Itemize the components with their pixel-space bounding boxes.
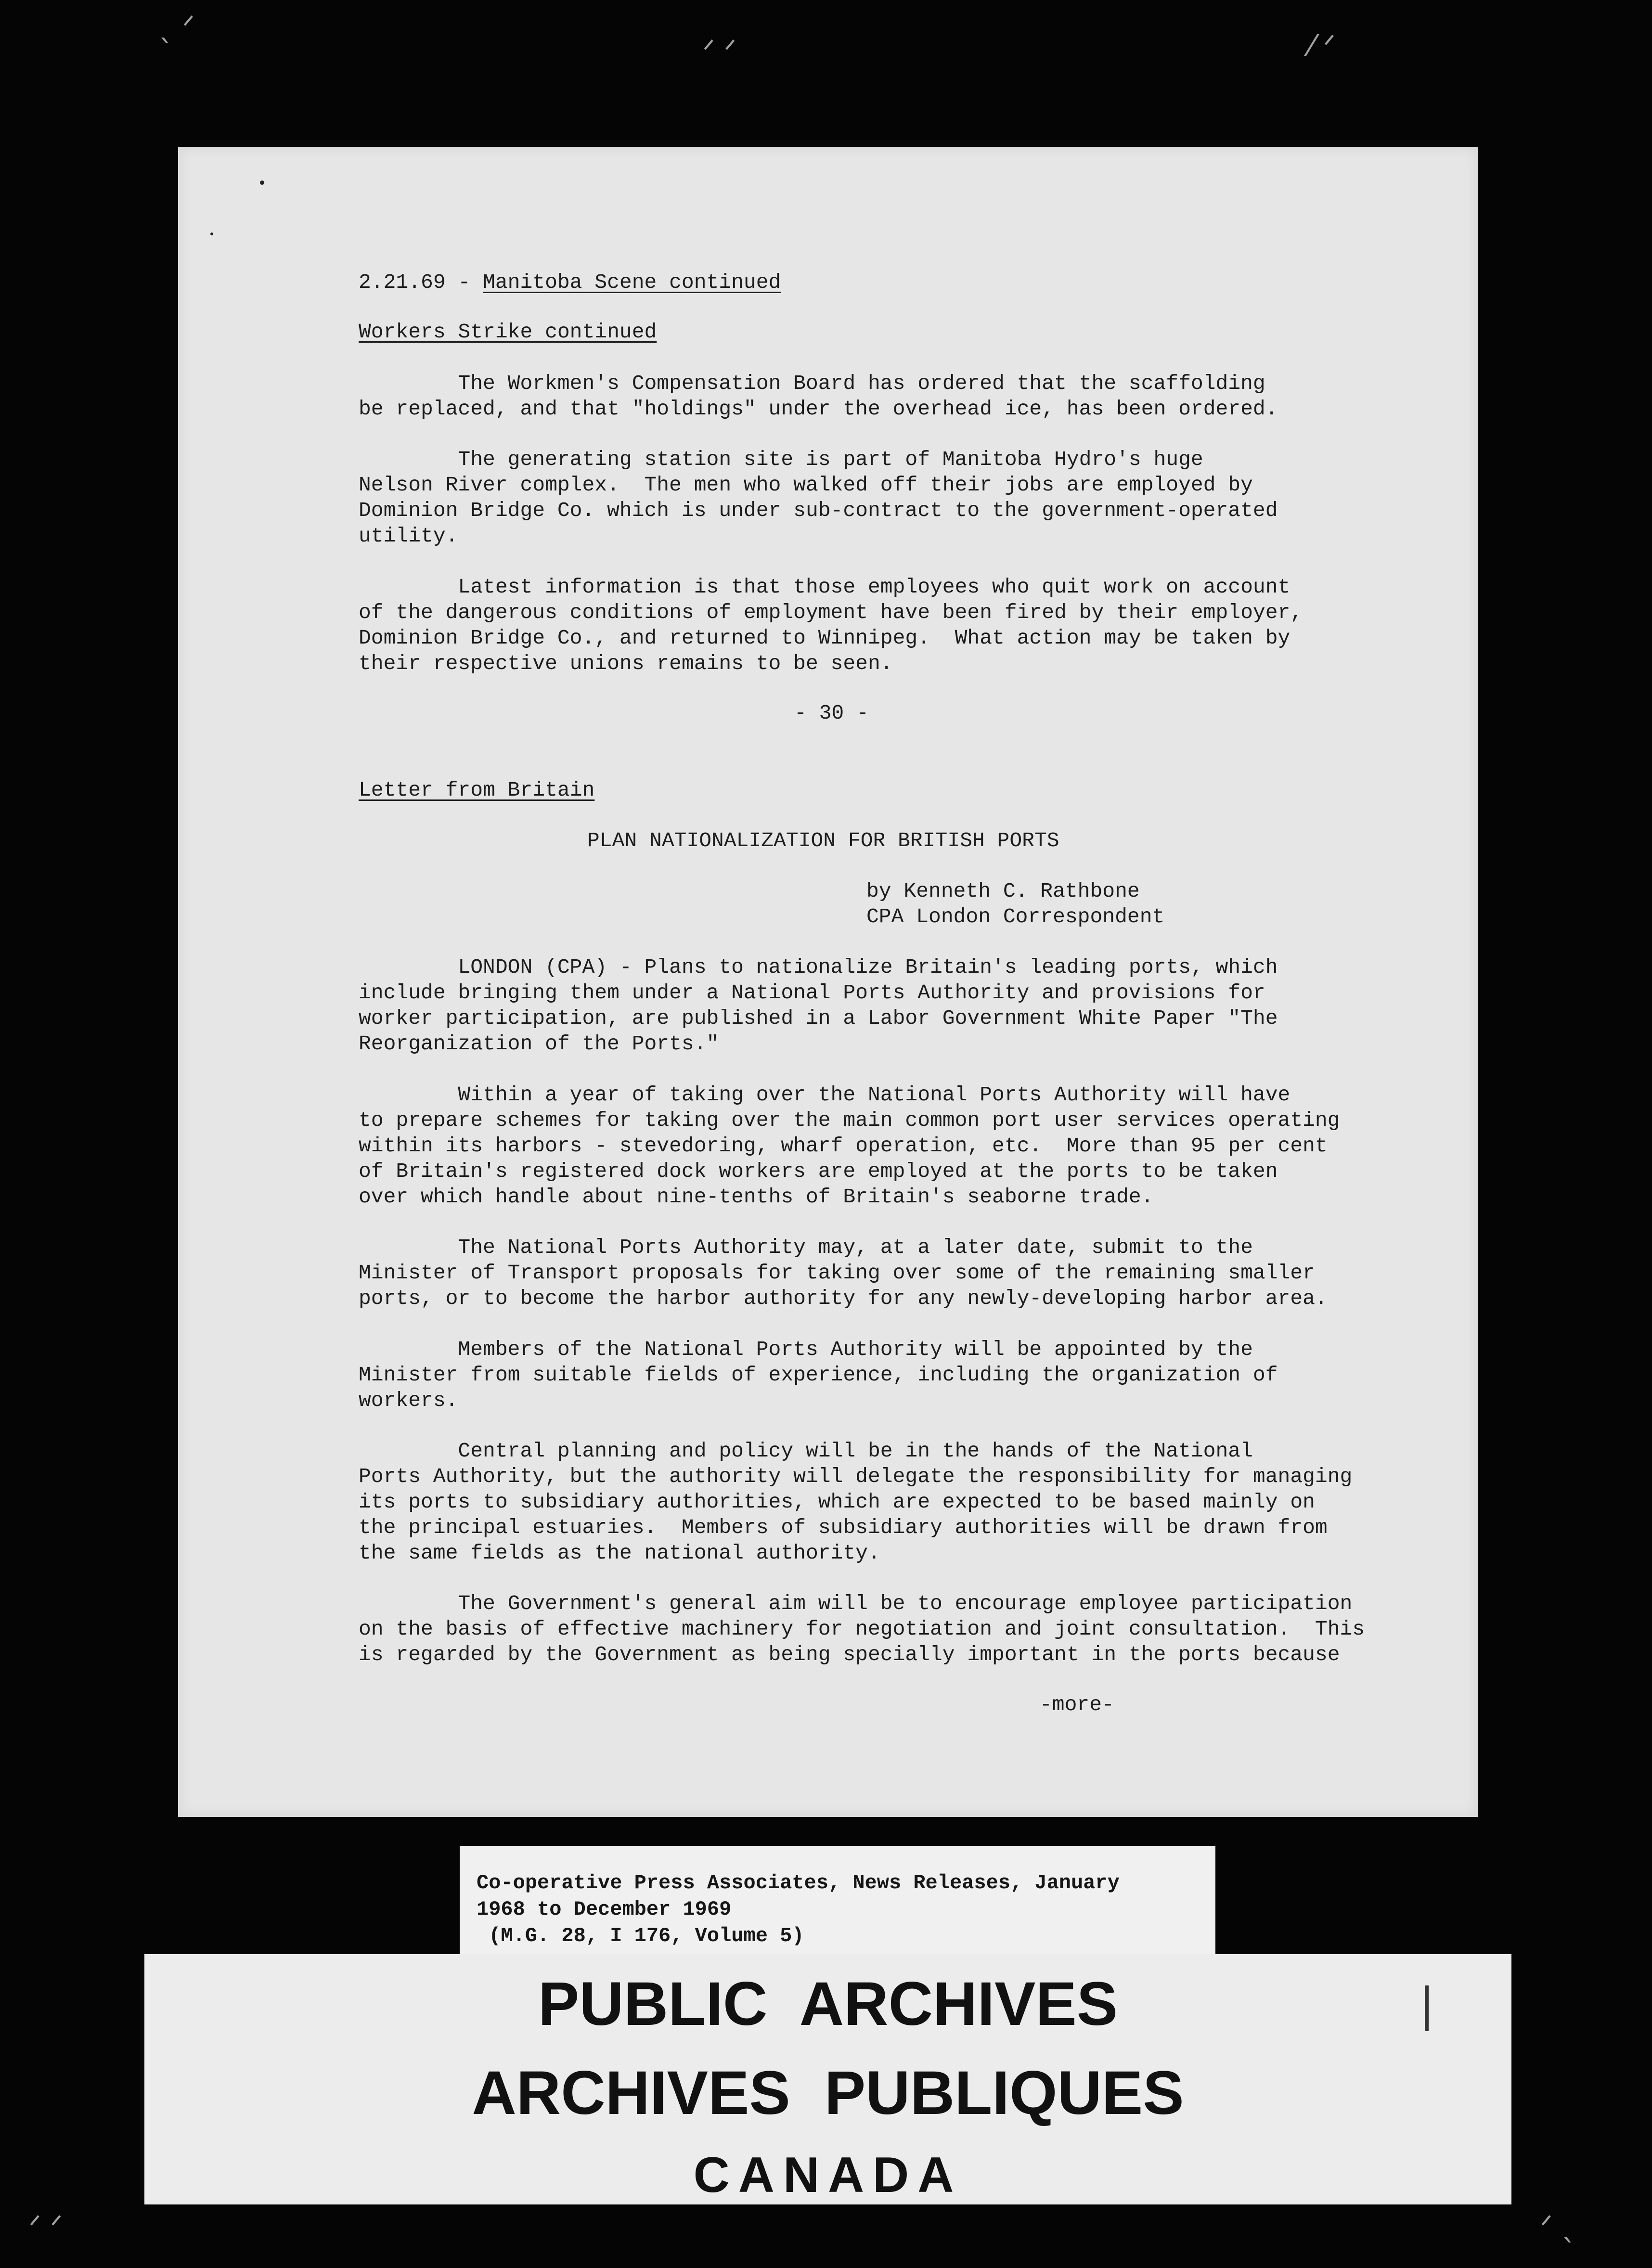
stamp-scratch-mark bbox=[1425, 1985, 1429, 2031]
header-date: 2.21.69 - bbox=[359, 271, 483, 294]
archive-reference-label bbox=[460, 1846, 1215, 1957]
document-page bbox=[178, 147, 1478, 1817]
stamp-line-english: PUBLIC ARCHIVES bbox=[538, 1970, 1118, 2038]
paper-speck bbox=[260, 180, 264, 185]
paragraph-7: Members of the National Ports Authority will be appointed by the Minister from suitable fields of experience, including the organization of workers. bbox=[359, 1338, 1278, 1412]
stamp-line-country: CANADA bbox=[693, 2147, 963, 2203]
header-line bbox=[359, 270, 781, 295]
paragraph-8: Central planning and policy will be in the hands of the National Ports Authority, but the authority will delegate the responsibility for managing its ports to subsidiary authorities, which are expected to be based mainly on the principal estuaries. Members of subsidiary authorities will be drawn from the same fields as the national authority. bbox=[359, 1439, 1353, 1565]
paragraph-3: Latest information is that those employees who quit work on account of the dangerous conditions of employment have been fired by their employer, Dominion Bridge Co., and returned to Winnipeg. What action may be taken by their respective unions remains to be seen. bbox=[359, 575, 1303, 675]
film-edge-marks: ᐟ ᐟ bbox=[29, 2209, 63, 2243]
section-heading-workers-strike: Workers Strike continued bbox=[359, 320, 657, 344]
page-number: - 30 - bbox=[794, 701, 869, 725]
stamp-line-french: ARCHIVES PUBLIQUES bbox=[472, 2059, 1184, 2127]
header-title: Manitoba Scene continued bbox=[483, 271, 781, 294]
archive-reference-text: Co-operative Press Associates, News Releases, January 1968 to December 1969 (M.G. 28, I 176, Volume 5) bbox=[477, 1871, 1120, 1947]
byline bbox=[866, 878, 1164, 929]
paper-speck bbox=[210, 232, 213, 235]
section-heading-letter-from-britain: Letter from Britain bbox=[359, 778, 595, 802]
more-marker: -more- bbox=[1040, 1693, 1114, 1716]
paragraph-2: The generating station site is part of Manitoba Hydro's huge Nelson River complex. The men who walked off their jobs are employed by Dominion Bridge Co. which is under sub-contract to the government-operated utility. bbox=[359, 448, 1278, 548]
film-edge-marks: ⁄ ᐟ bbox=[1309, 29, 1336, 63]
paragraph-4: LONDON (CPA) - Plans to nationalize Britain's leading ports, which include bringing them under a National Ports Authority and provisions for worker participation, are published in a Labor Government White Paper "The Reorganization of the Ports." bbox=[359, 955, 1278, 1056]
article-title: PLAN NATIONALIZATION FOR BRITISH PORTS bbox=[587, 829, 1059, 852]
byline-author: by Kenneth C. Rathbone bbox=[866, 879, 1140, 903]
paragraph-6: The National Ports Authority may, at a later date, submit to the Minister of Transport proposals for taking over some of the remaining smaller ports, or to become the harbor authority for any newly-developing harbor area. bbox=[359, 1236, 1328, 1310]
paragraph-9: The Government's general aim will be to encourage employee participation on the basis of effective machinery for negotiation and joint consultation. This is regarded by the Government as being specially important in the ports because bbox=[359, 1592, 1365, 1666]
public-archives-stamp bbox=[144, 1954, 1511, 2204]
paragraph-5: Within a year of taking over the National Ports Authority will have to prepare schemes for taking over the main common port user services operating within its harbors - stevedoring, wharf operation, etc. More than 95 per cent of Britain's registered dock workers are employed at the ports to be taken over which handle about nine-tenths of Britain's seaborne trade. bbox=[359, 1083, 1340, 1209]
byline-role: CPA London Correspondent bbox=[866, 905, 1165, 928]
paragraph-1: The Workmen's Compensation Board has ordered that the scaffolding be replaced, and that "holdings" under the overhead ice, has been ordered. bbox=[359, 372, 1278, 421]
film-edge-marks: ˎ ᐟ bbox=[159, 10, 195, 43]
film-edge-marks: ᐟ ˎ bbox=[1540, 2209, 1576, 2243]
film-edge-marks: ᐟ ᐟ bbox=[703, 34, 736, 67]
